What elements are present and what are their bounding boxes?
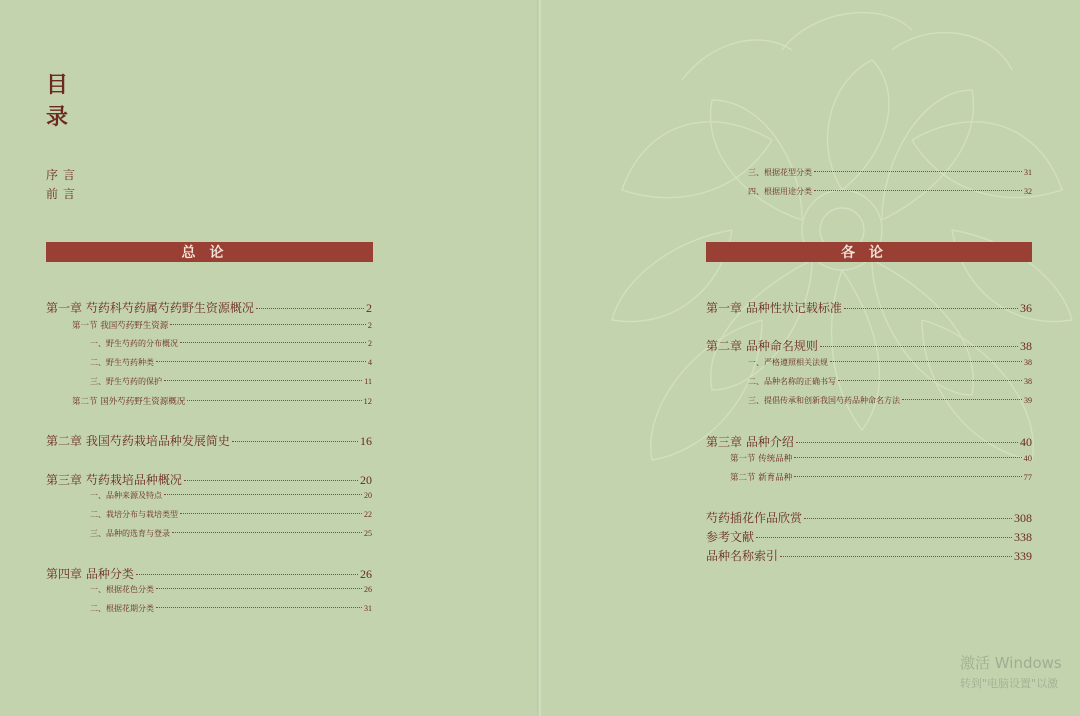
toc-entry: 三、野生芍药的保护 11 bbox=[90, 377, 372, 386]
watermark-title: 激活 Windows bbox=[960, 654, 1062, 672]
toc-entry: 第一节 传统品种 40 bbox=[730, 453, 1032, 464]
toc-entry: 三、根据花型分类 31 bbox=[748, 168, 1032, 177]
toc-entry: 一、品种来源及特点 20 bbox=[90, 491, 372, 500]
toc-entry: 第二章 我国芍药栽培品种发展简史 16 bbox=[46, 434, 372, 448]
right-page bbox=[542, 0, 1080, 716]
toc-entry: 品种名称索引 339 bbox=[706, 549, 1032, 563]
preface-entry: 序言 bbox=[46, 168, 81, 182]
toc-entry: 参考文献 338 bbox=[706, 530, 1032, 544]
toc-entry: 二、品种名称的正确书写 38 bbox=[748, 377, 1032, 386]
toc-entry: 第三章 芍药栽培品种概况 20 bbox=[46, 473, 372, 487]
toc-entry: 二、野生芍药种类 4 bbox=[90, 358, 372, 367]
windows-activation-watermark bbox=[960, 652, 1062, 691]
toc-heading-char-2: 录 bbox=[46, 104, 71, 130]
section-band-general: 总论 bbox=[46, 242, 373, 262]
toc-heading-char-1: 目 bbox=[46, 72, 71, 98]
foreword-entry: 前言 bbox=[46, 187, 81, 201]
toc-entry: 四、根据用途分类 32 bbox=[748, 187, 1032, 196]
toc-entry: 一、严格遵照相关法规 38 bbox=[748, 358, 1032, 367]
toc-entry: 第一章 芍药科芍药属芍药野生资源概况 2 bbox=[46, 301, 372, 315]
toc-entry: 二、根据花期分类 31 bbox=[90, 604, 372, 613]
toc-entry: 二、栽培分布与栽培类型 22 bbox=[90, 510, 372, 519]
section-band-specific: 各论 bbox=[706, 242, 1032, 262]
toc-entry: 一、野生芍药的分布概况 2 bbox=[90, 339, 372, 348]
toc-entry: 一、根据花色分类 26 bbox=[90, 585, 372, 594]
toc-entry: 第二章 品种命名规则 38 bbox=[706, 339, 1032, 353]
toc-entry: 第三章 品种介绍 40 bbox=[706, 435, 1032, 449]
watermark-subtitle: 转到"电脑设置"以激 bbox=[960, 677, 1059, 690]
toc-entry: 第二节 新育品种 77 bbox=[730, 472, 1032, 483]
toc-entry: 三、品种的选育与登录 25 bbox=[90, 529, 372, 538]
toc-entry: 芍药插花作品欣赏 308 bbox=[706, 511, 1032, 525]
left-page bbox=[0, 0, 538, 716]
toc-entry: 第一节 我国芍药野生资源 2 bbox=[72, 320, 372, 331]
toc-entry: 三、提倡传承和创新我国芍药品种命名方法 39 bbox=[748, 396, 1032, 405]
toc-entry: 第四章 品种分类 26 bbox=[46, 567, 372, 581]
toc-entry: 第一章 品种性状记载标准 36 bbox=[706, 301, 1032, 315]
toc-entry: 第二节 国外芍药野生资源概况 12 bbox=[72, 396, 372, 407]
